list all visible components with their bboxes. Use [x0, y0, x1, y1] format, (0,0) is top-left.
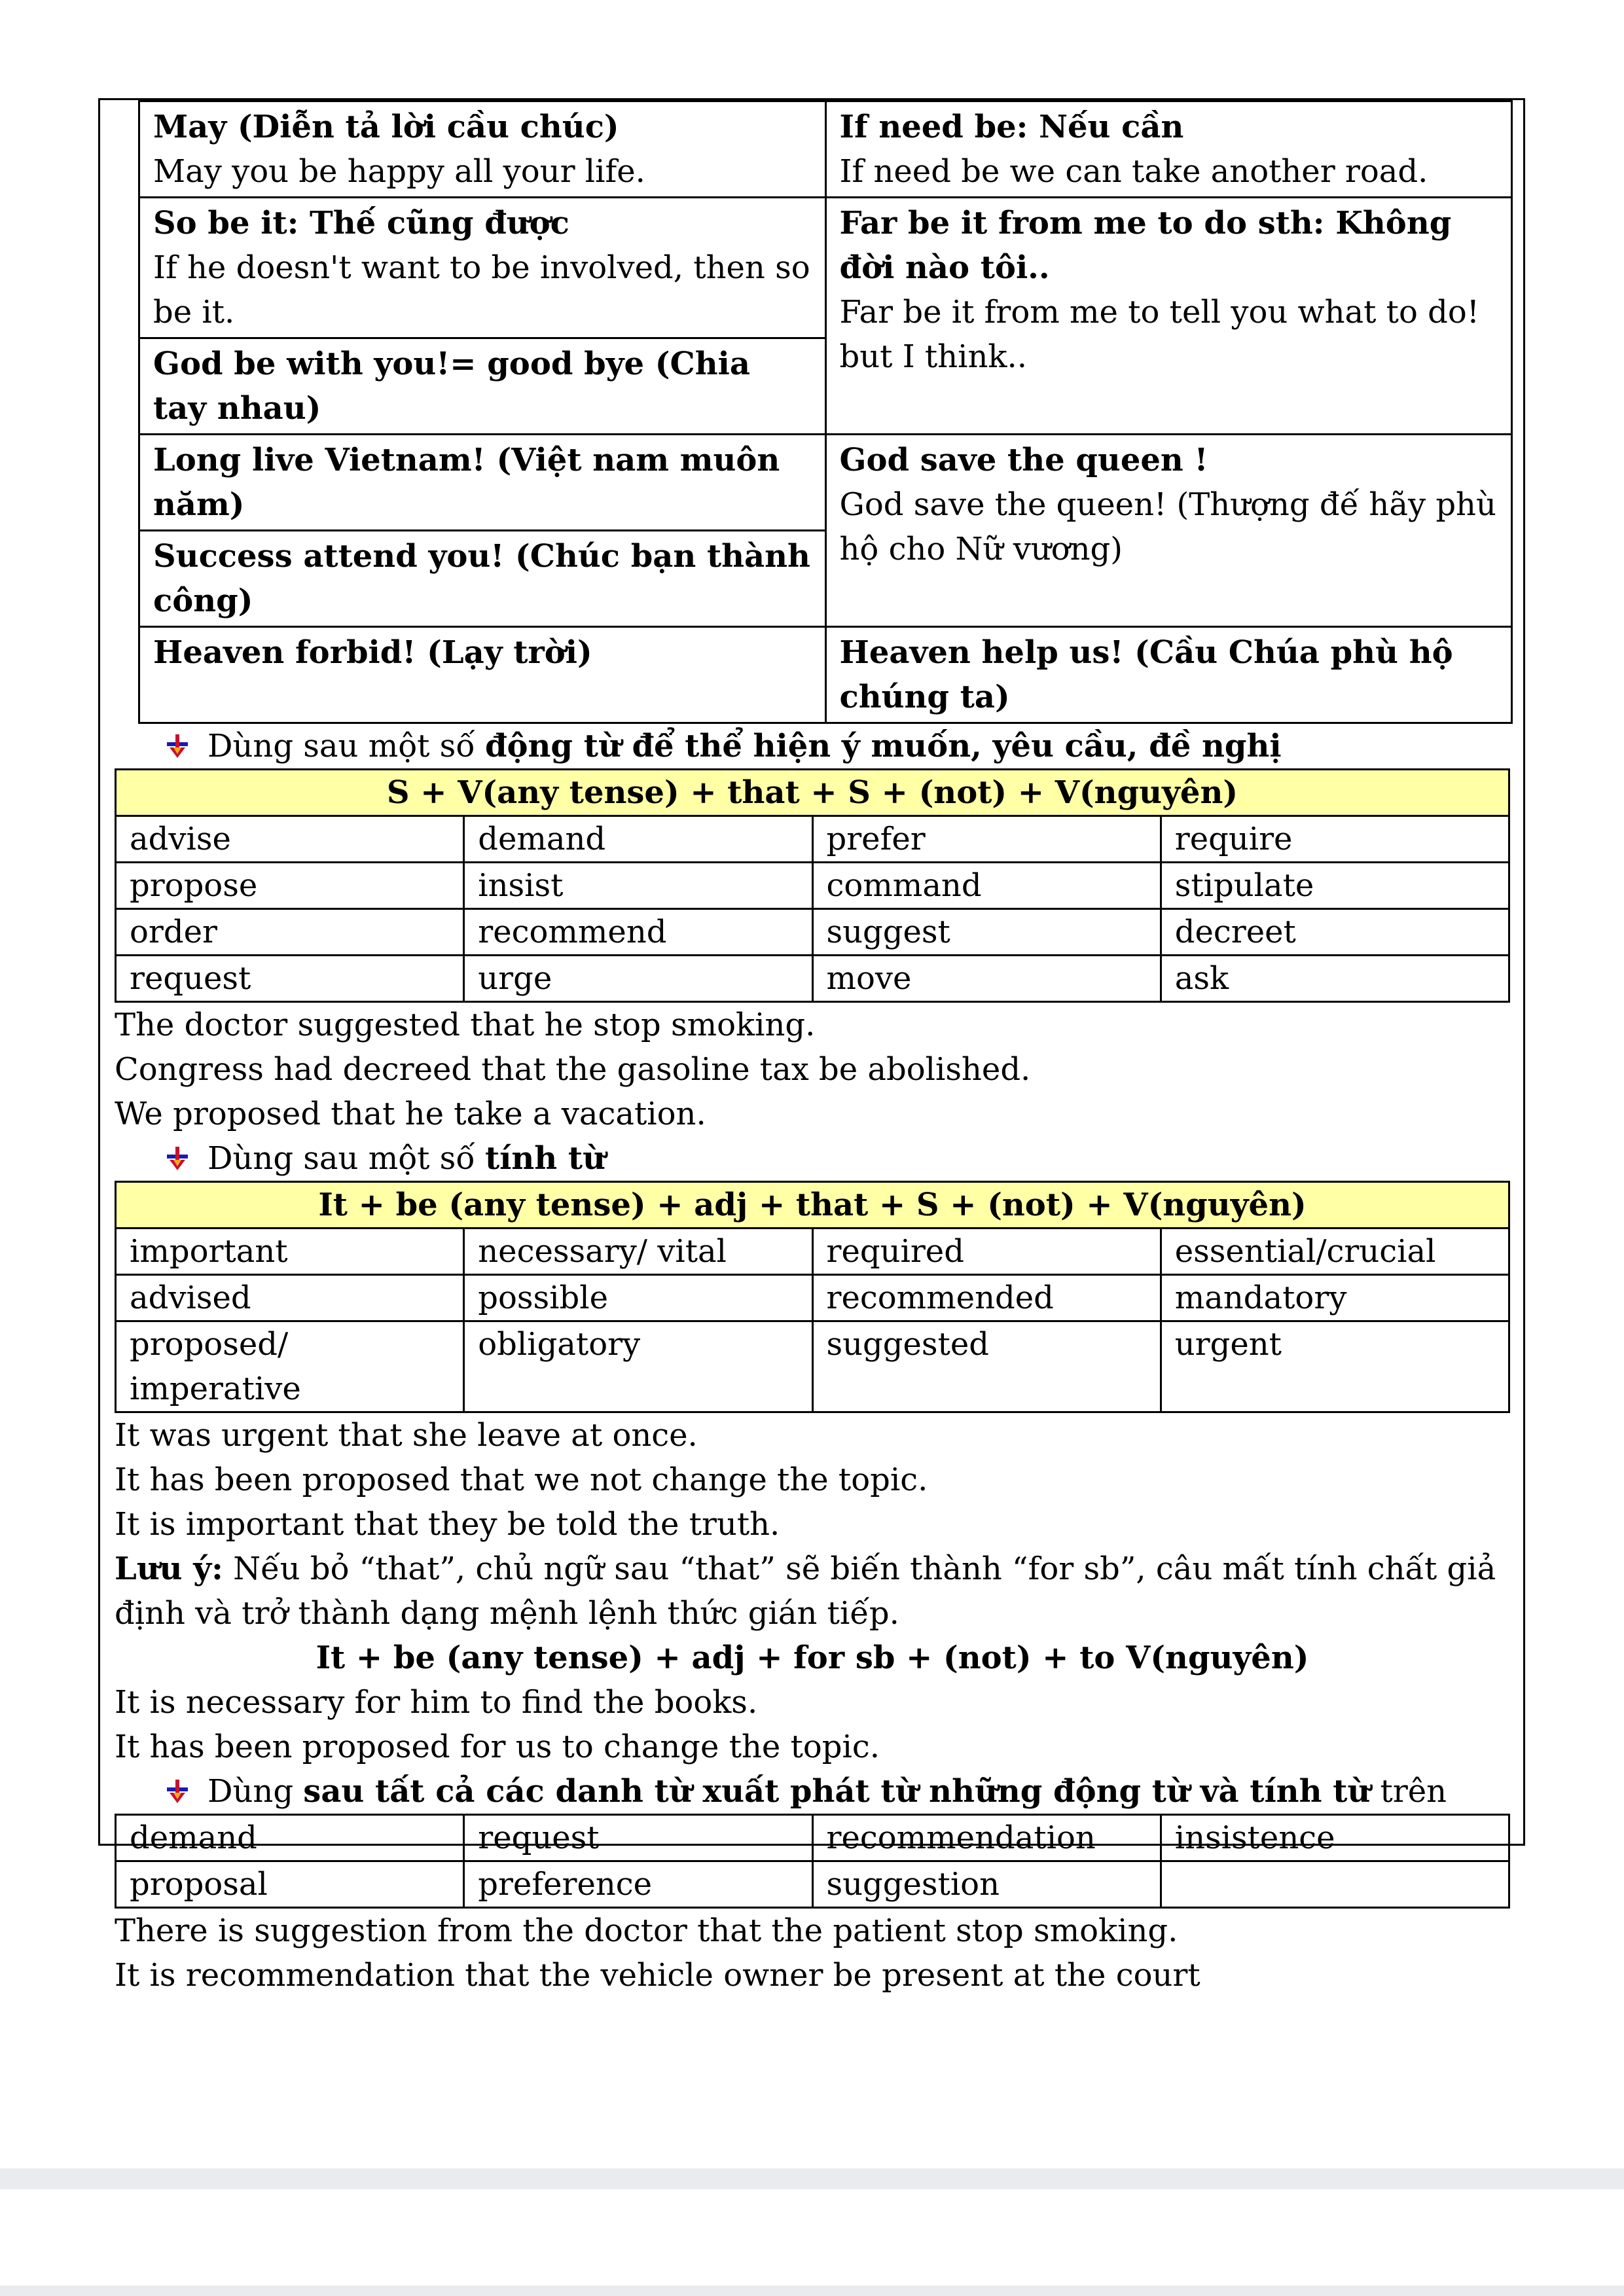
expression-title: Long live Vietnam! (Việt nam muôn năm)	[153, 442, 780, 523]
table-row	[116, 770, 1509, 816]
table-row	[139, 627, 1512, 723]
example-sentence: It is necessary for him to find the books.	[115, 1684, 758, 1721]
table-row	[116, 816, 1509, 863]
table-cell: insistence	[1161, 1815, 1509, 1861]
table-cell: recommend	[464, 909, 812, 956]
nouns-table	[115, 1814, 1510, 1909]
table-cell: preference	[464, 1861, 812, 1908]
table-row	[139, 198, 1512, 338]
bullet-emphasis: động từ để thể hiện ý muốn, yêu cầu, đề nghị	[484, 728, 1282, 764]
bullet-verbs	[115, 724, 1510, 768]
expression-example: God save the queen! (Thượng đế hãy phù hộ cho Nữ vương)	[839, 486, 1496, 567]
expression-cell	[825, 627, 1512, 723]
table-cell: proposed/ imperative	[116, 1321, 464, 1412]
table-row	[116, 1229, 1509, 1275]
bullet-text: Dùng sau một số	[208, 1140, 485, 1177]
expression-title: God be with you!= good bye (Chia tay nhau)	[153, 346, 750, 427]
note-label: Lưu ý:	[115, 1551, 223, 1587]
table-row	[116, 863, 1509, 909]
example-sentence: Congress had decreed that the gasoline tax be abolished.	[115, 1051, 1031, 1088]
table-cell: stipulate	[1161, 863, 1509, 909]
expression-cell	[825, 435, 1512, 627]
table-row	[139, 101, 1512, 198]
table-cell: urge	[464, 956, 812, 1002]
expression-example: If need be we can take another road.	[839, 153, 1428, 190]
table-row	[116, 1182, 1509, 1229]
bullet-emphasis: sau tất cả các danh từ xuất phát từ những động từ và tính từ	[303, 1773, 1371, 1810]
table-cell: mandatory	[1161, 1275, 1509, 1321]
example-sentence: The doctor suggested that he stop smoking.	[115, 1007, 816, 1043]
example-sentence: It has been proposed for us to change the topic.	[115, 1729, 880, 1765]
example-sentence: It has been proposed that we not change the topic.	[115, 1462, 928, 1498]
verbs-table	[115, 768, 1510, 1003]
example-sentence: We proposed that he take a vacation.	[115, 1096, 706, 1132]
table-cell: request	[116, 956, 464, 1002]
example-sentence: There is suggestion from the doctor that the patient stop smoking.	[115, 1912, 1178, 1949]
expressions-table	[138, 100, 1513, 724]
table-cell: suggestion	[812, 1861, 1161, 1908]
formula-header: S + V(any tense) + that + S + (not) + V(nguyên)	[116, 770, 1509, 816]
example-sentence: It was urgent that she leave at once.	[115, 1417, 698, 1454]
formula-line: It + be (any tense) + adj + for sb + (not) + to V(nguyên)	[316, 1640, 1309, 1676]
note-text: Nếu bỏ “that”, chủ ngữ sau “that” sẽ biến thành “for sb”, câu mất tính chất giả định và trở thành dạng mệnh lệnh thức gián tiếp.	[115, 1551, 1496, 1632]
bullet-text-end: trên	[1370, 1773, 1447, 1810]
expression-example: Far be it from me to tell you what to do! but I think..	[839, 294, 1480, 375]
page-separator-band	[0, 2286, 1624, 2296]
arrow-down-bullet-icon	[164, 733, 190, 759]
table-cell: necessary/ vital	[464, 1229, 812, 1275]
arrow-down-bullet-icon	[164, 1145, 190, 1172]
table-cell: suggested	[812, 1321, 1161, 1412]
document-page	[98, 98, 1525, 1994]
bullet-emphasis: tính từ	[484, 1140, 605, 1177]
table-row	[116, 909, 1509, 956]
expression-title: Success attend you! (Chúc bạn thành công)	[153, 538, 810, 619]
table-cell: important	[116, 1229, 464, 1275]
table-cell: recommendation	[812, 1815, 1161, 1861]
adjectives-table	[115, 1181, 1510, 1413]
bullet-text: Dùng sau một số	[208, 728, 485, 764]
table-cell: insist	[464, 863, 812, 909]
table-row	[116, 1321, 1509, 1412]
table-cell: advise	[116, 816, 464, 863]
table-cell: possible	[464, 1275, 812, 1321]
table-cell: proposal	[116, 1861, 464, 1908]
table-row	[116, 1861, 1509, 1908]
table-cell: prefer	[812, 816, 1161, 863]
table-cell: required	[812, 1229, 1161, 1275]
table-cell: essential/crucial	[1161, 1229, 1509, 1275]
table-cell: move	[812, 956, 1161, 1002]
table-row	[116, 956, 1509, 1002]
table-cell: ask	[1161, 956, 1509, 1002]
table-cell: advised	[116, 1275, 464, 1321]
expression-cell	[139, 627, 826, 723]
table-cell: request	[464, 1815, 812, 1861]
expression-title: Heaven forbid! (Lạy trời)	[153, 634, 592, 671]
expression-title: Far be it from me to do sth: Không đời nào tôi..	[839, 205, 1452, 286]
bullet-text: Dùng	[208, 1773, 304, 1810]
expression-example: May you be happy all your life.	[153, 153, 645, 190]
table-cell: decreet	[1161, 909, 1509, 956]
expression-cell	[139, 101, 826, 198]
expression-cell	[139, 531, 826, 627]
table-cell: command	[812, 863, 1161, 909]
bullet-nouns	[115, 1769, 1510, 1814]
expression-cell	[139, 198, 826, 338]
table-cell: order	[116, 909, 464, 956]
expression-title: Heaven help us! (Cầu Chúa phù hộ chúng ta)	[839, 634, 1453, 715]
table-row	[139, 435, 1512, 531]
page-separator-band	[0, 2168, 1624, 2189]
table-cell: urgent	[1161, 1321, 1509, 1412]
table-cell: obligatory	[464, 1321, 812, 1412]
example-sentence: It is important that they be told the truth.	[115, 1506, 780, 1543]
bullet-adjectives	[115, 1136, 1510, 1181]
note-paragraph	[115, 1547, 1510, 1636]
table-cell: require	[1161, 816, 1509, 863]
table-row	[116, 1275, 1509, 1321]
expression-cell	[825, 198, 1512, 435]
expression-title: God save the queen !	[839, 442, 1208, 478]
arrow-down-bullet-icon	[164, 1778, 190, 1804]
expression-cell	[825, 101, 1512, 198]
expression-title: May (Diễn tả lời cầu chúc)	[153, 109, 619, 145]
example-sentence: It is recommendation that the vehicle owner be present at the court	[115, 1957, 1200, 1994]
formula-header: It + be (any tense) + adj + that + S + (not) + V(nguyên)	[116, 1182, 1509, 1229]
table-cell: recommended	[812, 1275, 1161, 1321]
table-cell	[1161, 1861, 1509, 1908]
table-cell: demand	[116, 1815, 464, 1861]
expression-title: If need be: Nếu cần	[839, 109, 1184, 145]
table-cell: propose	[116, 863, 464, 909]
table-row	[116, 1815, 1509, 1861]
table-cell: suggest	[812, 909, 1161, 956]
expression-cell	[139, 435, 826, 531]
expression-example: If he doesn't want to be involved, then so be it.	[153, 249, 810, 331]
expression-title: So be it: Thế cũng được	[153, 205, 569, 242]
page-content	[115, 100, 1510, 1998]
table-cell: demand	[464, 816, 812, 863]
expression-cell	[139, 338, 826, 435]
